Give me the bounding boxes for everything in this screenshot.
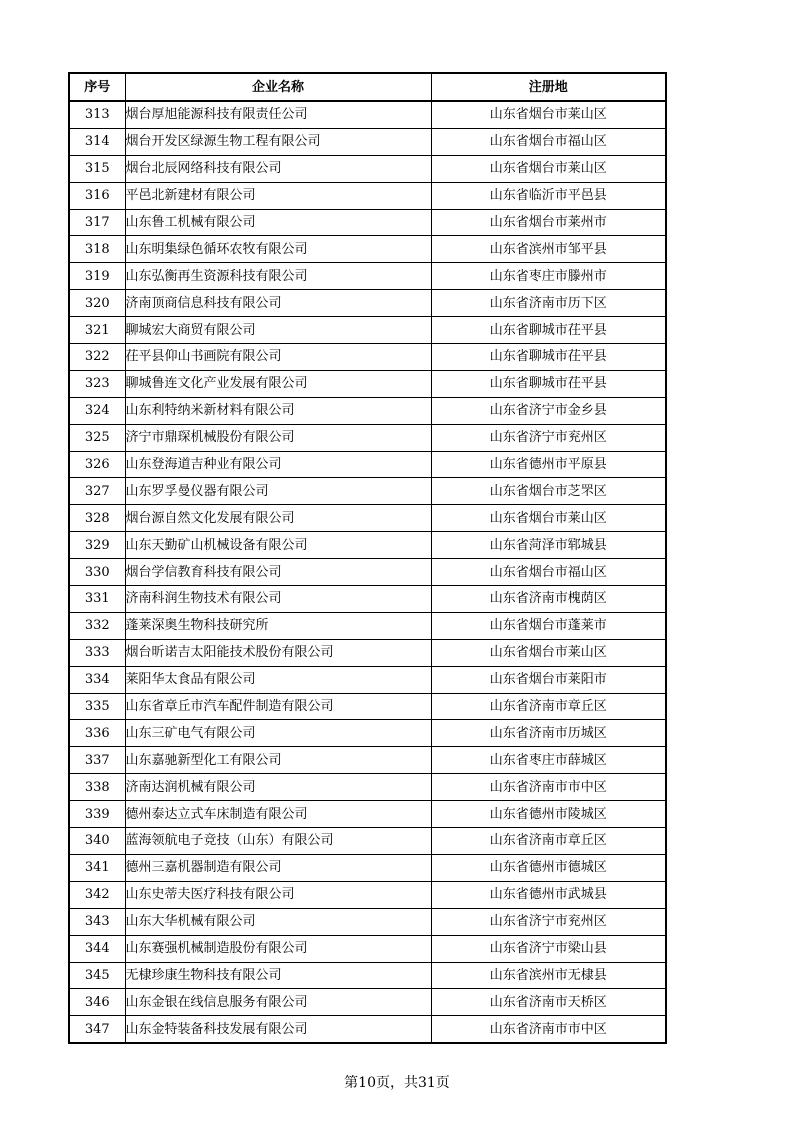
serial-number-cell: 347 <box>69 1016 125 1043</box>
table-row <box>69 424 666 451</box>
serial-number-cell: 335 <box>69 693 125 720</box>
registered-location-cell: 山东省济南市市中区 <box>431 774 666 801</box>
company-name-cell: 山东金银在线信息服务有限公司 <box>125 989 431 1016</box>
table-row <box>69 317 666 344</box>
serial-number-cell: 319 <box>69 263 125 290</box>
table-row <box>69 344 666 371</box>
table-row <box>69 908 666 935</box>
registered-location-cell: 山东省德州市德城区 <box>431 854 666 881</box>
registered-location-cell: 山东省烟台市莱阳市 <box>431 666 666 693</box>
registered-location-cell: 山东省烟台市福山区 <box>431 559 666 586</box>
table-header-row <box>69 73 666 101</box>
registered-location-cell: 山东省烟台市莱山区 <box>431 101 666 128</box>
serial-number-cell: 325 <box>69 424 125 451</box>
company-name-cell: 山东明集绿色循环农牧有限公司 <box>125 236 431 263</box>
table-row <box>69 720 666 747</box>
serial-number-cell: 318 <box>69 236 125 263</box>
serial-number-cell: 314 <box>69 128 125 155</box>
table-row <box>69 559 666 586</box>
serial-number-cell: 345 <box>69 962 125 989</box>
registered-location-cell: 山东省滨州市邹平县 <box>431 236 666 263</box>
company-name-cell: 烟台开发区绿源生物工程有限公司 <box>125 128 431 155</box>
company-name-cell: 山东罗孚曼仪器有限公司 <box>125 478 431 505</box>
company-name-cell: 山东赛强机械制造股份有限公司 <box>125 935 431 962</box>
company-name-cell: 山东天勤矿山机械设备有限公司 <box>125 532 431 559</box>
company-name-cell: 莱阳华太食品有限公司 <box>125 666 431 693</box>
company-name-cell: 山东嘉驰新型化工有限公司 <box>125 747 431 774</box>
serial-number-cell: 315 <box>69 155 125 182</box>
serial-number-cell: 321 <box>69 317 125 344</box>
header-serial-number: 序号 <box>69 73 125 101</box>
table-row <box>69 397 666 424</box>
table-row <box>69 263 666 290</box>
table-row <box>69 774 666 801</box>
table-row <box>69 586 666 613</box>
table-row <box>69 747 666 774</box>
table-row <box>69 666 666 693</box>
registered-location-cell: 山东省临沂市平邑县 <box>431 182 666 209</box>
company-name-cell: 烟台学信教育科技有限公司 <box>125 559 431 586</box>
table-row <box>69 854 666 881</box>
company-name-cell: 山东三矿电气有限公司 <box>125 720 431 747</box>
registered-location-cell: 山东省济宁市兖州区 <box>431 424 666 451</box>
company-name-cell: 烟台厚旭能源科技有限责任公司 <box>125 101 431 128</box>
registered-location-cell: 山东省烟台市福山区 <box>431 128 666 155</box>
table-row <box>69 989 666 1016</box>
table-row <box>69 1016 666 1043</box>
table-row <box>69 612 666 639</box>
table-row <box>69 935 666 962</box>
company-name-cell: 聊城宏大商贸有限公司 <box>125 317 431 344</box>
registered-location-cell: 山东省济南市历城区 <box>431 720 666 747</box>
table-row <box>69 236 666 263</box>
table-row <box>69 828 666 855</box>
registered-location-cell: 山东省济南市章丘区 <box>431 828 666 855</box>
registered-location-cell: 山东省济宁市兖州区 <box>431 908 666 935</box>
company-name-cell: 济南科润生物技术有限公司 <box>125 586 431 613</box>
header-registered-location: 注册地 <box>431 73 666 101</box>
serial-number-cell: 332 <box>69 612 125 639</box>
company-name-cell: 山东鲁工机械有限公司 <box>125 209 431 236</box>
registered-location-cell: 山东省济南市天桥区 <box>431 989 666 1016</box>
serial-number-cell: 329 <box>69 532 125 559</box>
company-name-cell: 烟台昕诺吉太阳能技术股份有限公司 <box>125 639 431 666</box>
registered-location-cell: 山东省菏泽市郓城县 <box>431 532 666 559</box>
table-row <box>69 155 666 182</box>
serial-number-cell: 328 <box>69 505 125 532</box>
table-row <box>69 128 666 155</box>
registered-location-cell: 山东省济南市章丘区 <box>431 693 666 720</box>
serial-number-cell: 333 <box>69 639 125 666</box>
table-row <box>69 801 666 828</box>
serial-number-cell: 340 <box>69 828 125 855</box>
registered-location-cell: 山东省德州市平原县 <box>431 451 666 478</box>
table-row <box>69 478 666 505</box>
table-row <box>69 639 666 666</box>
registered-location-cell: 山东省聊城市茌平县 <box>431 317 666 344</box>
registered-location-cell: 山东省德州市陵城区 <box>431 801 666 828</box>
company-name-cell: 平邑北新建材有限公司 <box>125 182 431 209</box>
registered-location-cell: 山东省烟台市芝罘区 <box>431 478 666 505</box>
registered-location-cell: 山东省烟台市莱山区 <box>431 505 666 532</box>
serial-number-cell: 324 <box>69 397 125 424</box>
registered-location-cell: 山东省烟台市莱州市 <box>431 209 666 236</box>
serial-number-cell: 341 <box>69 854 125 881</box>
company-name-cell: 济南顶商信息科技有限公司 <box>125 290 431 317</box>
serial-number-cell: 323 <box>69 370 125 397</box>
registered-location-cell: 山东省济南市槐荫区 <box>431 586 666 613</box>
serial-number-cell: 320 <box>69 290 125 317</box>
serial-number-cell: 344 <box>69 935 125 962</box>
company-name-cell: 聊城鲁连文化产业发展有限公司 <box>125 370 431 397</box>
serial-number-cell: 346 <box>69 989 125 1016</box>
company-name-cell: 茌平县仰山书画院有限公司 <box>125 344 431 371</box>
company-name-cell: 山东大华机械有限公司 <box>125 908 431 935</box>
serial-number-cell: 330 <box>69 559 125 586</box>
registered-location-cell: 山东省济宁市梁山县 <box>431 935 666 962</box>
company-name-cell: 德州三嘉机器制造有限公司 <box>125 854 431 881</box>
table-row <box>69 962 666 989</box>
registered-location-cell: 山东省济南市历下区 <box>431 290 666 317</box>
serial-number-cell: 326 <box>69 451 125 478</box>
company-name-cell: 山东金特装备科技发展有限公司 <box>125 1016 431 1043</box>
serial-number-cell: 322 <box>69 344 125 371</box>
serial-number-cell: 343 <box>69 908 125 935</box>
table-row <box>69 370 666 397</box>
company-name-cell: 济宁市鼎琛机械股份有限公司 <box>125 424 431 451</box>
company-name-cell: 济南达润机械有限公司 <box>125 774 431 801</box>
table-row <box>69 290 666 317</box>
serial-number-cell: 339 <box>69 801 125 828</box>
table-row <box>69 881 666 908</box>
registered-location-cell: 山东省滨州市无棣县 <box>431 962 666 989</box>
table-row <box>69 182 666 209</box>
company-name-cell: 山东省章丘市汽车配件制造有限公司 <box>125 693 431 720</box>
serial-number-cell: 327 <box>69 478 125 505</box>
company-name-cell: 蓝海领航电子竞技（山东）有限公司 <box>125 828 431 855</box>
registered-location-cell: 山东省烟台市蓬莱市 <box>431 612 666 639</box>
serial-number-cell: 331 <box>69 586 125 613</box>
serial-number-cell: 334 <box>69 666 125 693</box>
serial-number-cell: 317 <box>69 209 125 236</box>
registered-location-cell: 山东省聊城市茌平县 <box>431 370 666 397</box>
company-table <box>68 72 667 1044</box>
serial-number-cell: 338 <box>69 774 125 801</box>
company-name-cell: 山东弘衡再生资源科技有限公司 <box>125 263 431 290</box>
page-number: 第10页，共31页 <box>344 1075 450 1091</box>
serial-number-cell: 313 <box>69 101 125 128</box>
company-name-cell: 山东登海道吉种业有限公司 <box>125 451 431 478</box>
company-name-cell: 德州泰达立式车床制造有限公司 <box>125 801 431 828</box>
table-row <box>69 693 666 720</box>
registered-location-cell: 山东省烟台市莱山区 <box>431 155 666 182</box>
registered-location-cell: 山东省聊城市茌平县 <box>431 344 666 371</box>
table-row <box>69 209 666 236</box>
registered-location-cell: 山东省枣庄市滕州市 <box>431 263 666 290</box>
registered-location-cell: 山东省烟台市莱山区 <box>431 639 666 666</box>
company-name-cell: 蓬莱深奥生物科技研究所 <box>125 612 431 639</box>
registered-location-cell: 山东省济宁市金乡县 <box>431 397 666 424</box>
serial-number-cell: 337 <box>69 747 125 774</box>
table-row <box>69 101 666 128</box>
registered-location-cell: 山东省德州市武城县 <box>431 881 666 908</box>
table-row <box>69 451 666 478</box>
registered-location-cell: 山东省枣庄市薛城区 <box>431 747 666 774</box>
company-name-cell: 无棣珍康生物科技有限公司 <box>125 962 431 989</box>
header-company-name: 企业名称 <box>125 73 431 101</box>
company-name-cell: 山东史蒂夫医疗科技有限公司 <box>125 881 431 908</box>
registered-location-cell: 山东省济南市市中区 <box>431 1016 666 1043</box>
company-name-cell: 烟台源自然文化发展有限公司 <box>125 505 431 532</box>
table-row <box>69 505 666 532</box>
serial-number-cell: 316 <box>69 182 125 209</box>
table-row <box>69 532 666 559</box>
serial-number-cell: 342 <box>69 881 125 908</box>
company-name-cell: 烟台北辰网络科技有限公司 <box>125 155 431 182</box>
serial-number-cell: 336 <box>69 720 125 747</box>
company-name-cell: 山东利特纳米新材料有限公司 <box>125 397 431 424</box>
